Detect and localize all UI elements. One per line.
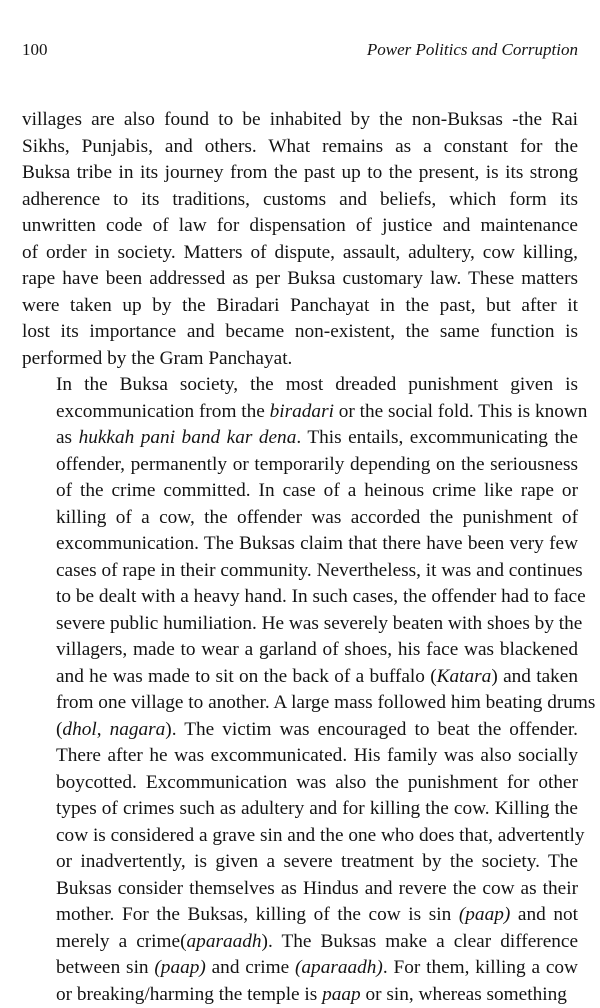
text-run: merely a crime(	[56, 931, 187, 952]
running-title: Power Politics and Corruption	[367, 40, 578, 60]
text-run: (	[56, 719, 62, 740]
text-run: ). The victim was encouraged to beat the offender.	[165, 719, 578, 740]
text-run: ). The Buksas make a clear difference	[262, 931, 578, 952]
text-line	[22, 717, 578, 744]
text-line	[22, 849, 578, 876]
page-number: 100	[22, 40, 48, 60]
text-run: of the crime committed. In case of a heinous crime like rape or	[56, 480, 578, 501]
text-run: were taken up by the Biradari Panchayat in the past, but after it	[22, 295, 578, 316]
text-run: types of crimes such as adultery and for killing the cow. Killing the	[56, 798, 578, 819]
italic-term: (paap)	[459, 904, 510, 925]
text-run: adherence to its traditions, customs and beliefs, which form its	[22, 189, 578, 210]
text-line	[22, 319, 578, 346]
italic-term: paap	[322, 984, 361, 1005]
text-line	[22, 293, 578, 320]
text-run: . For them, killing a cow	[383, 957, 578, 978]
text-run: to be dealt with a heavy hand. In such cases, the offender had to face	[56, 586, 586, 607]
text-line	[22, 929, 578, 956]
text-run: Buksas consider themselves as Hindus and revere the cow as their	[56, 878, 578, 899]
text-line	[22, 187, 578, 214]
text-run: severe public humiliation. He was severely beaten with shoes by the	[56, 613, 582, 634]
paragraph	[22, 107, 578, 372]
text-run: . This entails, excommunicating the	[296, 427, 578, 448]
text-run: offender, permanently or temporarily depending on the seriousness	[56, 454, 578, 475]
text-run: from one village to another. A large mass followed him beating drums	[56, 692, 595, 713]
text-line	[22, 955, 578, 982]
text-line	[22, 266, 578, 293]
text-line	[22, 505, 578, 532]
italic-term: biradari	[270, 401, 334, 422]
text-line	[22, 664, 578, 691]
text-line	[22, 399, 578, 426]
text-run: cow is considered a grave sin and the one who does that, advertently	[56, 825, 584, 846]
text-run: of order in society. Matters of dispute, assault, adultery, cow killing,	[22, 242, 578, 263]
text-line	[22, 743, 578, 770]
text-line	[22, 372, 578, 399]
italic-term: Katara	[437, 666, 492, 687]
text-run: or the social fold. This is known	[334, 401, 588, 422]
text-line	[22, 770, 578, 797]
text-run: unwritten code of law for dispensation of justice and maintenance	[22, 215, 578, 236]
text-run: mother. For the Buksas, killing of the cow is sin	[56, 904, 459, 925]
text-line	[22, 160, 578, 187]
text-run: between sin	[56, 957, 154, 978]
text-line	[22, 823, 578, 850]
text-line	[22, 876, 578, 903]
text-line	[22, 611, 578, 638]
text-line	[22, 902, 578, 929]
italic-term: nagara	[110, 719, 166, 740]
text-line	[22, 346, 578, 373]
text-line	[22, 134, 578, 161]
text-run: lost its importance and became non-existent, the same function is	[22, 321, 578, 342]
text-line	[22, 213, 578, 240]
text-line	[22, 796, 578, 823]
text-run: There after he was excommunicated. His family was also socially	[56, 745, 578, 766]
italic-term: (aparaadh)	[295, 957, 383, 978]
text-line	[22, 240, 578, 267]
italic-term: (paap)	[154, 957, 205, 978]
text-run: or breaking/harming the temple is	[56, 984, 322, 1005]
text-run: Buksa tribe in its journey from the past up to the present, is its strong	[22, 162, 578, 183]
italic-term: hukkah pani band kar dena	[79, 427, 297, 448]
body-text	[22, 107, 578, 1008]
text-line	[22, 452, 578, 479]
text-run: excommunication from the	[56, 401, 270, 422]
text-run: killing of a cow, the offender was accorded the punishment of	[56, 507, 578, 528]
text-run: and crime	[206, 957, 295, 978]
text-line	[22, 558, 578, 585]
text-line	[22, 584, 578, 611]
text-run: cases of rape in their community. Nevertheless, it was and continues	[56, 560, 583, 581]
text-line	[22, 531, 578, 558]
text-run: or sin, whereas something	[361, 984, 567, 1005]
text-run: performed by the Gram Panchayat.	[22, 348, 292, 369]
text-run: rape have been addressed as per Buksa customary law. These matters	[22, 268, 578, 289]
text-line	[22, 478, 578, 505]
text-run: and he was made to sit on the back of a buffalo (	[56, 666, 437, 687]
text-run: excommunication. The Buksas claim that there have been very few	[56, 533, 578, 554]
text-run: ,	[97, 719, 110, 740]
text-line	[22, 107, 578, 134]
text-run: Sikhs, Punjabis, and others. What remains as a constant for the	[22, 136, 578, 157]
text-run: and not	[510, 904, 578, 925]
paragraph	[22, 372, 578, 1008]
text-run: boycotted. Excommunication was also the punishment for other	[56, 772, 578, 793]
text-run: as	[56, 427, 79, 448]
text-run: ) and taken	[491, 666, 578, 687]
text-line	[22, 690, 578, 717]
text-run: In the Buksa society, the most dreaded punishment given is	[56, 374, 578, 395]
text-line	[22, 637, 578, 664]
text-run: or inadvertently, is given a severe treatment by the society. The	[56, 851, 578, 872]
text-run: villages are also found to be inhabited by the non-Buksas -the Rai	[22, 109, 578, 130]
italic-term: dhol	[62, 719, 96, 740]
text-line	[22, 425, 578, 452]
text-run: villagers, made to wear a garland of shoes, his face was blackened	[56, 639, 578, 660]
page-header	[22, 40, 578, 60]
italic-term: aparaadh	[187, 931, 262, 952]
